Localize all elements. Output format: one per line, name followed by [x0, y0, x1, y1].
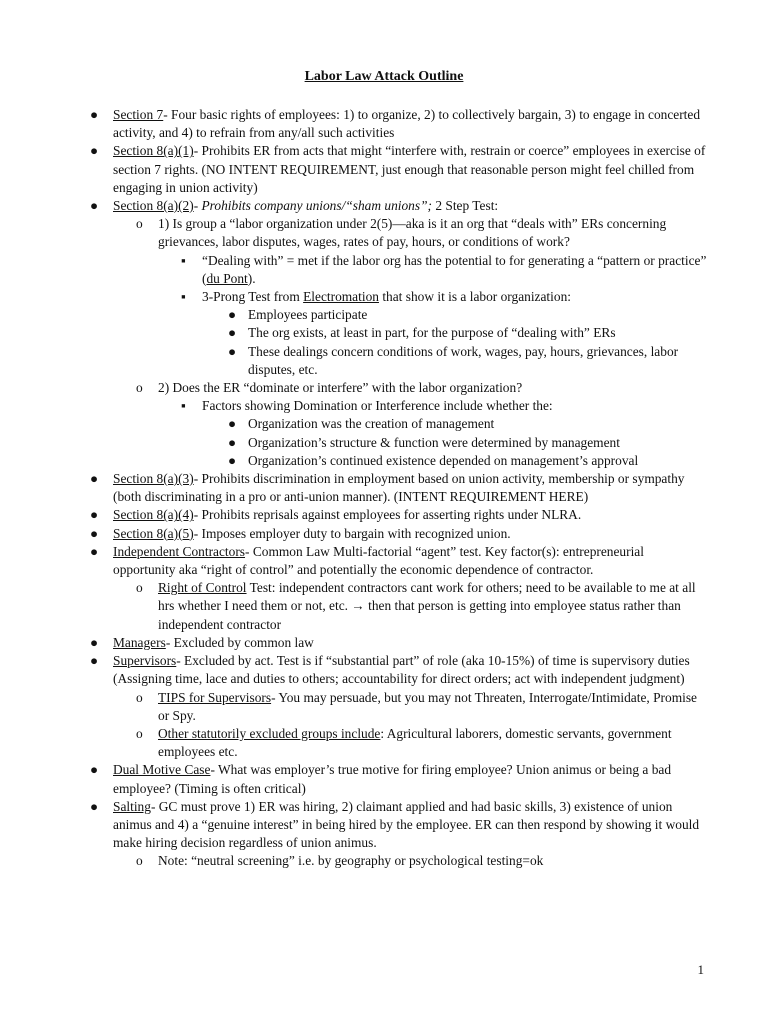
item-text-end: that show it is a labor organization:	[378, 289, 571, 305]
outline-item-section-8a1	[88, 142, 708, 197]
page-number: 1	[697, 962, 704, 977]
section-heading: Section 8(a)(1)	[113, 143, 194, 159]
section-heading: Section 8(a)(5)	[113, 525, 194, 541]
item-text: - GC must prove 1) ER was hiring, 2) claimant applied and had basic skills, 3) existence of union animus and 4) a “genuine interest” in being hired by the employee. ER can then respond by showing it would make hiring decision regardless of union animus.	[113, 798, 700, 851]
section-heading: Salting	[113, 798, 151, 814]
bullet-icon: ●	[90, 762, 99, 778]
item-text: : Agricultural laborers, domestic servants, government employees etc.	[158, 725, 672, 760]
outline-subitem-step-1	[88, 215, 708, 251]
right-arrow-icon: →	[351, 598, 365, 614]
bullet-icon: ●	[90, 525, 99, 541]
item-text: - What was employer’s true motive for firing employee? Union animus or being a bad employee? (Timing is often critical)	[113, 762, 672, 796]
bullet-icon: ●	[90, 107, 99, 122]
item-text: - Common Law Multi-factorial “agent” test. Key factor(s): entrepreneurial opportunity aka “right of control” and potentially the economic dependence of contractor.	[113, 543, 644, 578]
item-text: 2 Step Test:	[432, 198, 499, 214]
bullet-icon: ●	[228, 343, 237, 359]
square-bullet-icon: ▪	[181, 252, 186, 268]
outline-subitem-factor-1	[88, 415, 708, 433]
circle-bullet-icon: o	[136, 725, 143, 741]
section-heading: Section 8(a)(3)	[113, 471, 194, 487]
section-heading: Supervisors	[113, 653, 177, 669]
square-bullet-icon: ▪	[181, 398, 186, 414]
item-text: Organization’s continued existence depended on management’s approval	[248, 452, 639, 468]
item-text: “Dealing with” = met if the labor org has the potential to for generating a “pattern or practice” (	[202, 252, 707, 286]
item-text: - Prohibits discrimination in employment based on union activity, membership or sympathy (both discriminating in a pro or anti-union manner). (INTENT REQUIREMENT HERE)	[113, 471, 685, 505]
outline-item-independent-contractors	[88, 543, 708, 579]
outline-subitem-other-excluded	[88, 725, 708, 761]
bullet-icon: ●	[90, 653, 99, 669]
item-text-end: then that person is getting into employee status rather than independent contractor	[158, 598, 681, 632]
section-heading: Right of Control	[158, 580, 247, 596]
outline-item-section-8a5	[88, 525, 708, 543]
item-text: 1) Is group a “labor organization under 2(5)—aka is it an org that “deals with” ERs concerning grievances, labor disputes, wages, rates of pay, hours, or conditions of work?	[158, 216, 667, 250]
outline-subitem-factor-2	[88, 434, 708, 452]
item-text: - Prohibits reprisals against employees for asserting rights under NLRA.	[193, 507, 582, 523]
item-text: Test: independent contractors cant work for others; need to be available to me at all hrs whether I need them or not, etc.	[158, 580, 696, 614]
section-heading: Other statutorily excluded groups include	[158, 725, 381, 741]
circle-bullet-icon: o	[136, 380, 143, 396]
bullet-icon: ●	[228, 307, 237, 323]
item-text: 2) Does the ER “dominate or interfere” with the labor organization?	[158, 380, 523, 396]
section-heading: Dual Motive Case	[113, 762, 211, 778]
outline-item-supervisors	[88, 652, 708, 688]
bullet-icon: ●	[90, 471, 99, 487]
item-italic-text: - Prohibits company unions/“sham unions”;	[193, 198, 432, 214]
outline-subitem-factors	[88, 397, 708, 415]
item-text: Factors showing Domination or Interference include whether the:	[202, 398, 553, 414]
section-heading: Section 7	[113, 107, 164, 122]
bullet-icon: ●	[90, 543, 99, 559]
item-text: - Prohibits ER from acts that might “interfere with, restrain or coerce” employees in exercise of section 7 rights. (NO INTENT REQUIREMENT, just enough that reasonable person might feel chilled from engaging in union activity)	[113, 143, 706, 195]
bullet-icon: ●	[90, 143, 99, 159]
outline-item-section-8a4	[88, 506, 708, 524]
bullet-icon: ●	[90, 507, 99, 523]
bullet-icon: ●	[228, 452, 237, 468]
outline-subitem-3-prong-test	[88, 288, 708, 306]
bullet-icon: ●	[90, 798, 99, 814]
section-heading: Section 8(a)(4)	[113, 507, 194, 523]
circle-bullet-icon: o	[136, 853, 143, 869]
item-text: The org exists, at least in part, for the purpose of “dealing with” ERs	[248, 325, 616, 341]
case-name: Electromation	[303, 289, 379, 305]
square-bullet-icon: ▪	[181, 289, 186, 305]
outline-item-section-8a2	[88, 197, 708, 215]
outline-item-section-8a3	[88, 470, 708, 506]
item-text: These dealings concern conditions of work, wages, pay, hours, grievances, labor disputes, etc.	[248, 343, 679, 377]
case-name: du Pont	[206, 270, 248, 286]
outline-subitem-prong-1	[88, 306, 708, 324]
outline-subitem-prong-2	[88, 324, 708, 342]
outline-subitem-right-of-control	[88, 579, 708, 634]
outline-subitem-prong-3	[88, 343, 708, 379]
outline-item-salting	[88, 798, 708, 853]
item-text: - Imposes employer duty to bargain with recognized union.	[193, 525, 511, 541]
bullet-icon: ●	[228, 325, 237, 341]
outline-item-managers	[88, 634, 708, 652]
circle-bullet-icon: o	[136, 689, 143, 705]
outline-item-dual-motive	[88, 761, 708, 797]
outline-item-section-7	[88, 106, 708, 142]
item-text: - Four basic rights of employees: 1) to organize, 2) to collectively bargain, 3) to engage in concerted activity, and 4) to refrain from any/all such activities	[113, 107, 701, 141]
item-text-end: ).	[247, 270, 256, 286]
outline-subitem-neutral-screening	[88, 852, 708, 870]
section-heading: Section 8(a)(2)	[113, 198, 194, 214]
outline-subitem-dealing-with	[88, 252, 708, 288]
bullet-icon: ●	[228, 416, 237, 432]
section-heading: Managers	[113, 634, 166, 650]
circle-bullet-icon: o	[136, 216, 143, 232]
bullet-icon: ●	[90, 634, 99, 650]
section-heading: Independent Contractors	[113, 543, 246, 559]
outline-subitem-tips	[88, 689, 708, 725]
item-text: 3-Prong Test from	[202, 289, 304, 305]
item-text: Organization’s structure & function were determined by management	[248, 434, 620, 450]
outline-subitem-factor-3	[88, 452, 708, 470]
document-title: Labor Law Attack Outline	[304, 69, 464, 84]
bullet-icon: ●	[90, 198, 99, 214]
item-text: Note: “neutral screening” i.e. by geography or psychological testing=ok	[158, 853, 544, 869]
item-text: - Excluded by act. Test is if “substantial part” of role (aka 10-15%) of time is supervisory duties (Assigning time, lace and duties to others; accountability for direct orders; act with independent judgment)	[113, 653, 690, 687]
circle-bullet-icon: o	[136, 580, 143, 596]
item-text: Employees participate	[248, 307, 368, 323]
item-text: Organization was the creation of management	[248, 416, 495, 432]
outline	[88, 106, 708, 871]
item-text: - You may persuade, but you may not Threaten, Interrogate/Intimidate, Promise or Spy.	[158, 689, 698, 723]
bullet-icon: ●	[228, 434, 237, 450]
section-heading: TIPS for Supervisors	[158, 689, 272, 705]
outline-subitem-step-2	[88, 379, 708, 397]
item-text: - Excluded by common law	[165, 634, 314, 650]
